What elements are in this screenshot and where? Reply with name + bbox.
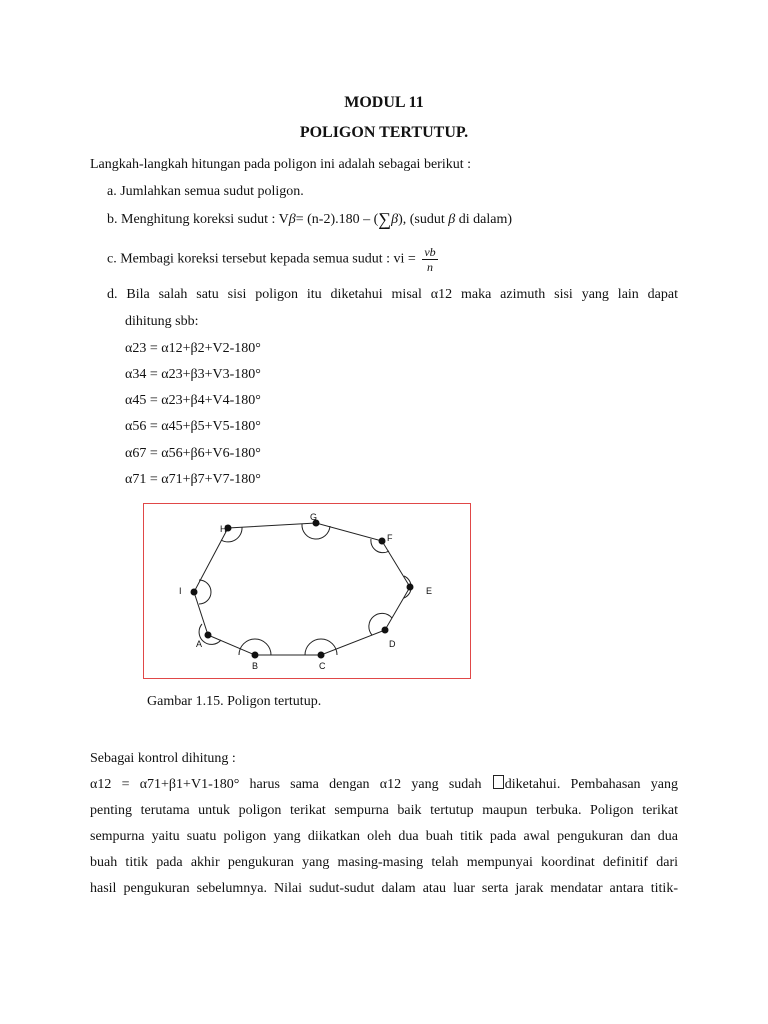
polygon-diagram bbox=[144, 504, 470, 678]
vertex-a bbox=[205, 632, 212, 639]
label-d: D bbox=[389, 639, 396, 649]
fraction-vb-n bbox=[422, 245, 437, 274]
step-a: a. Jumlahkan semua sudut poligon. bbox=[107, 184, 304, 199]
sum-symbol: ∑ bbox=[378, 209, 392, 229]
label-e: E bbox=[426, 586, 433, 596]
formula-1: α23 = α12+β2+V2-180° bbox=[125, 341, 261, 356]
step-d-line1: d. Bila salah satu sisi poligon itu diketahui misal α12 maka azimuth sisi yang lain dapat bbox=[107, 287, 678, 302]
control-line-1a: α12 = α71+β1+V1-180° harus sama dengan α12 yang sudah bbox=[90, 777, 492, 792]
step-d-line2: dihitung sbb: bbox=[125, 314, 199, 329]
formula-2: α34 = α23+β3+V3-180° bbox=[125, 367, 261, 382]
module-title: MODUL 11 bbox=[344, 94, 424, 111]
control-line-1 bbox=[90, 775, 678, 795]
label-c: C bbox=[319, 661, 326, 671]
control-line-5: hasil pengukuran sebelumnya. Nilai sudut-sudut dalam atau luar serta jarak mendatar antara titik- bbox=[90, 881, 678, 896]
polygon-outline bbox=[194, 523, 410, 655]
vertex-d bbox=[382, 627, 389, 634]
missing-glyph-box bbox=[493, 775, 504, 789]
vertex-c bbox=[318, 652, 325, 659]
control-line-3: sempurna yaitu suatu poligon yang diikatkan oleh dua buah titik pada awal pengukuran dan dua bbox=[90, 829, 678, 844]
figure-caption: Gambar 1.15. Poligon tertutup. bbox=[147, 694, 322, 709]
fraction-denominator: n bbox=[426, 260, 433, 274]
intro-text: Langkah-langkah hitungan pada poligon ini adalah sebagai berikut : bbox=[90, 157, 471, 172]
label-a: A bbox=[196, 639, 203, 649]
formula-3: α45 = α23+β4+V4-180° bbox=[125, 393, 261, 408]
step-b-mid: = (n-2).180 – ( bbox=[295, 212, 379, 227]
formula-5: α67 = α56+β6+V6-180° bbox=[125, 446, 261, 461]
angle-arc-i bbox=[199, 580, 211, 604]
step-b-prefix: b. Menghitung koreksi sudut : V bbox=[107, 212, 289, 227]
step-b-end: di dalam) bbox=[455, 212, 513, 227]
control-line-1b: diketahui. Pembahasan yang bbox=[504, 777, 678, 792]
label-g: G bbox=[310, 512, 318, 522]
step-c-prefix: c. Membagi koreksi tersebut kepada semua sudut : vi = bbox=[107, 251, 420, 267]
formula-4: α56 = α45+β5+V5-180° bbox=[125, 419, 261, 434]
beta-symbol: β bbox=[288, 212, 296, 227]
fraction-numerator: vb bbox=[424, 245, 436, 259]
label-b: B bbox=[252, 661, 259, 671]
vertex-b bbox=[252, 652, 259, 659]
vertex-e bbox=[407, 584, 414, 591]
label-h: H bbox=[220, 524, 227, 534]
beta-symbol-3: β bbox=[448, 212, 456, 227]
step-b-suffix: ), (sudut bbox=[398, 212, 449, 227]
control-line-4: buah titik pada akhir pengukuran yang masing-masing telah mempunyai koordinat definitif dari bbox=[90, 855, 678, 870]
vertex-i bbox=[191, 589, 198, 596]
label-f: F bbox=[387, 533, 393, 543]
step-c bbox=[107, 245, 438, 274]
module-subtitle: POLIGON TERTUTUP. bbox=[299, 124, 469, 141]
polygon-figure bbox=[143, 503, 471, 679]
vertex-f bbox=[379, 538, 386, 545]
beta-symbol-2: β bbox=[391, 212, 399, 227]
formula-6: α71 = α71+β7+V7-180° bbox=[125, 472, 261, 487]
step-b bbox=[107, 209, 512, 230]
control-line-2: penting terutama untuk poligon terikat sempurna baik tertutup maupun terbuka. Poligon terikat bbox=[90, 803, 678, 818]
label-i: I bbox=[179, 586, 182, 596]
control-heading: Sebagai kontrol dihitung : bbox=[90, 751, 236, 766]
